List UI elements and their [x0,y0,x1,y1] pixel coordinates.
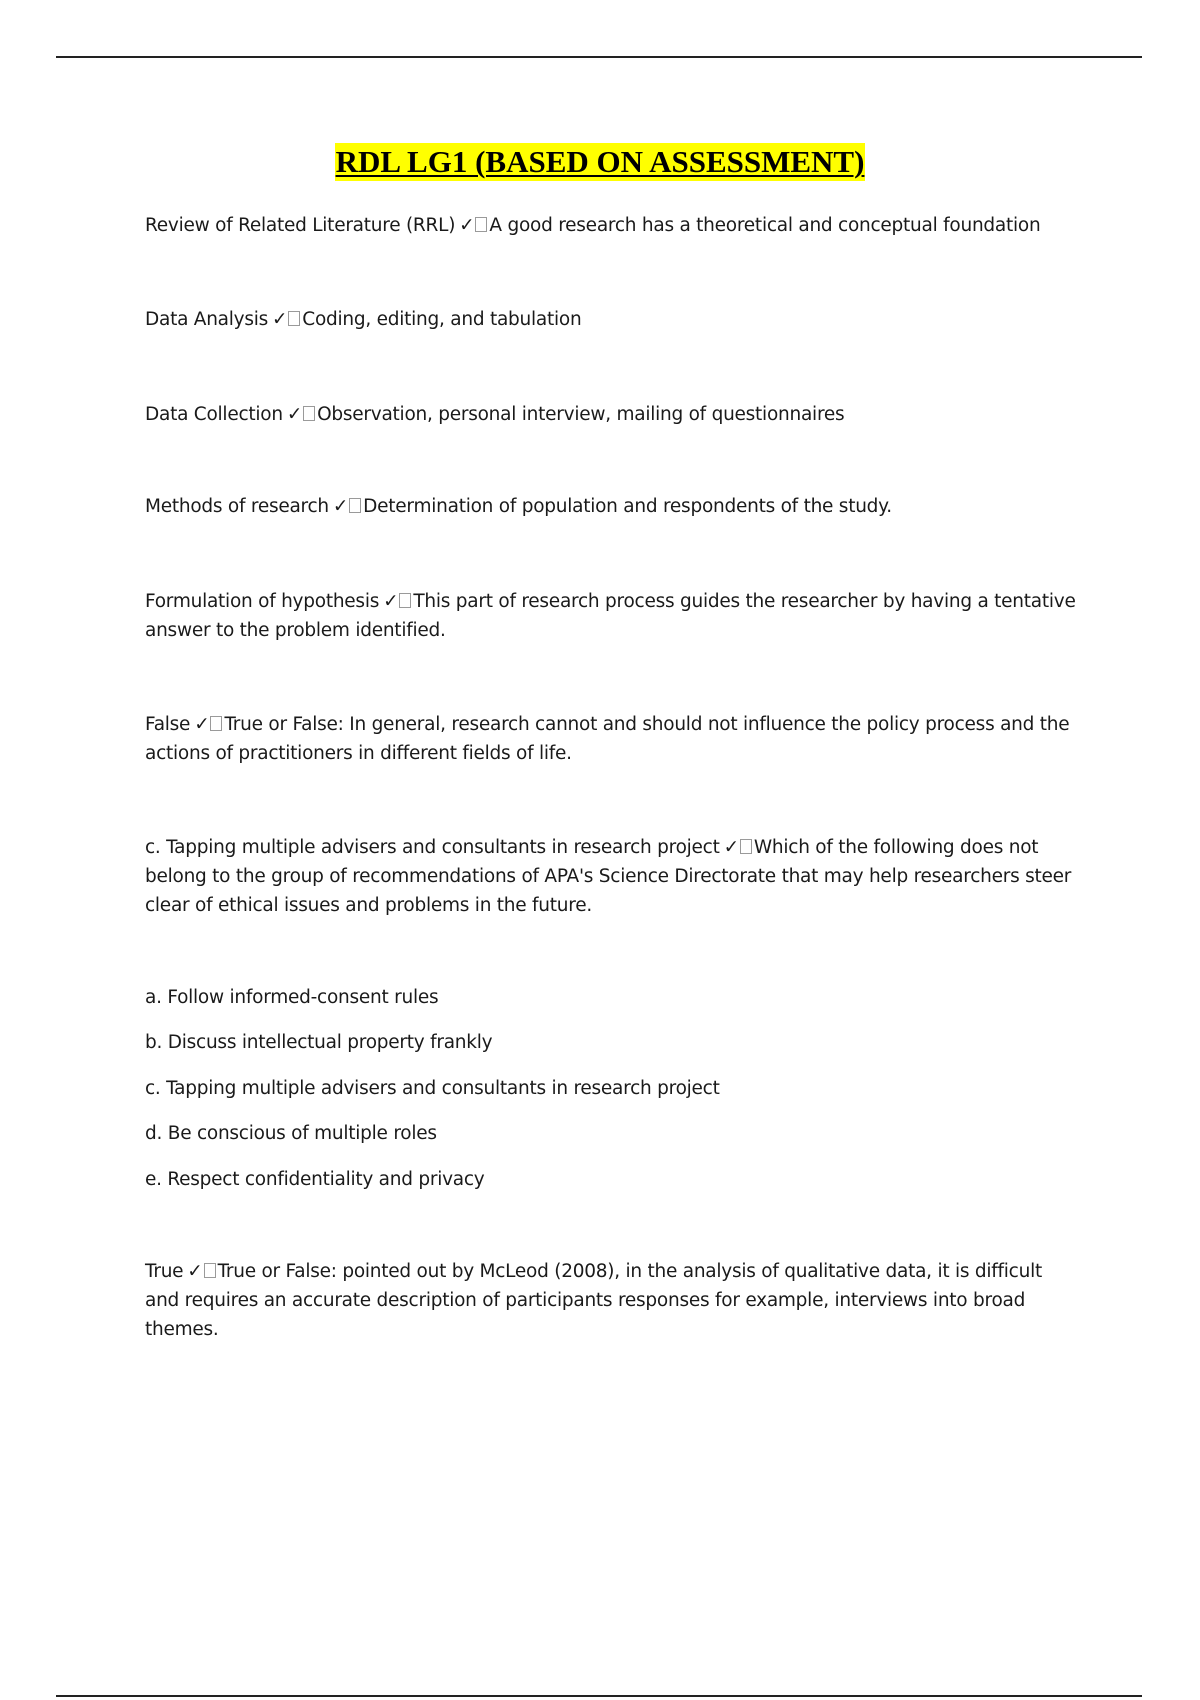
qa-entry [145,1257,1080,1344]
qa-entry [145,305,1080,334]
qa-entry [145,400,1080,429]
check-icon: ✓ [459,215,475,236]
entry-question: This part of research process guides the researcher by having a tentative answer to the problem identified. [145,591,1076,641]
missing-glyph-box-icon [349,498,361,513]
entry-answer: Methods of research [145,496,329,517]
check-icon: ✓ [332,496,349,517]
entry-answer: Review of Related Literature (RRL) [145,215,456,236]
option-item: c. Tapping multiple advisers and consultants in research project [145,1078,720,1099]
missing-glyph-box-icon [204,1263,216,1278]
option-item: e. Respect confidentiality and privacy [145,1169,485,1190]
top-rule [56,56,1142,58]
check-icon: ✓ [272,309,288,330]
missing-glyph-box-icon [288,311,300,326]
entry-answer: Data Collection [145,404,283,425]
entry-answer: True [145,1261,184,1282]
missing-glyph-box-icon [303,406,315,421]
entry-answer: Formulation of hypothesis [145,591,380,612]
missing-glyph-box-icon [210,716,222,731]
qa-entry [145,710,1080,768]
qa-entry [145,833,1080,920]
missing-glyph-box-icon [475,217,487,232]
entry-question: Which of the following does not belong to the group of recommendations of APA's Science Directorate that may help researchers steer clear of ethical issues and problems in the future. [145,837,1072,916]
option-item: d. Be conscious of multiple roles [145,1123,437,1144]
check-icon: ✓ [194,714,210,735]
qa-entry [145,211,1080,240]
entry-question: True or False: In general, research cannot and should not influence the policy process and the actions of practitioners in different fields of life. [145,714,1070,764]
missing-glyph-box-icon [740,839,752,854]
entry-question: A good research has a theoretical and conceptual foundation [489,215,1041,236]
check-icon: ✓ [383,591,399,612]
entry-answer: Data Analysis [145,309,269,330]
qa-entry [145,492,1080,521]
option-item: b. Discuss intellectual property frankly [145,1032,493,1053]
option-item: a. Follow informed-consent rules [145,987,439,1008]
title-container [0,143,1200,181]
check-icon: ✓ [187,1261,203,1282]
entry-answer: False [145,714,191,735]
entry-question: True or False: pointed out by McLeod (2008), in the analysis of qualitative data, it is difficult and requires an accurate description of participants responses for example, interviews into broad themes. [145,1261,1042,1340]
qa-entry [145,587,1080,645]
document-title: RDL LG1 (BASED ON ASSESSMENT) [335,144,865,179]
entry-question: Observation, personal interview, mailing of questionnaires [317,404,845,425]
entry-answer: c. Tapping multiple advisers and consultants in research project [145,837,720,858]
missing-glyph-box-icon [399,593,411,608]
bottom-rule [56,1695,1142,1697]
check-icon: ✓ [286,404,303,425]
check-icon: ✓ [723,837,739,858]
entry-question: Determination of population and respondents of the study. [363,496,892,517]
entry-question: Coding, editing, and tabulation [302,309,582,330]
